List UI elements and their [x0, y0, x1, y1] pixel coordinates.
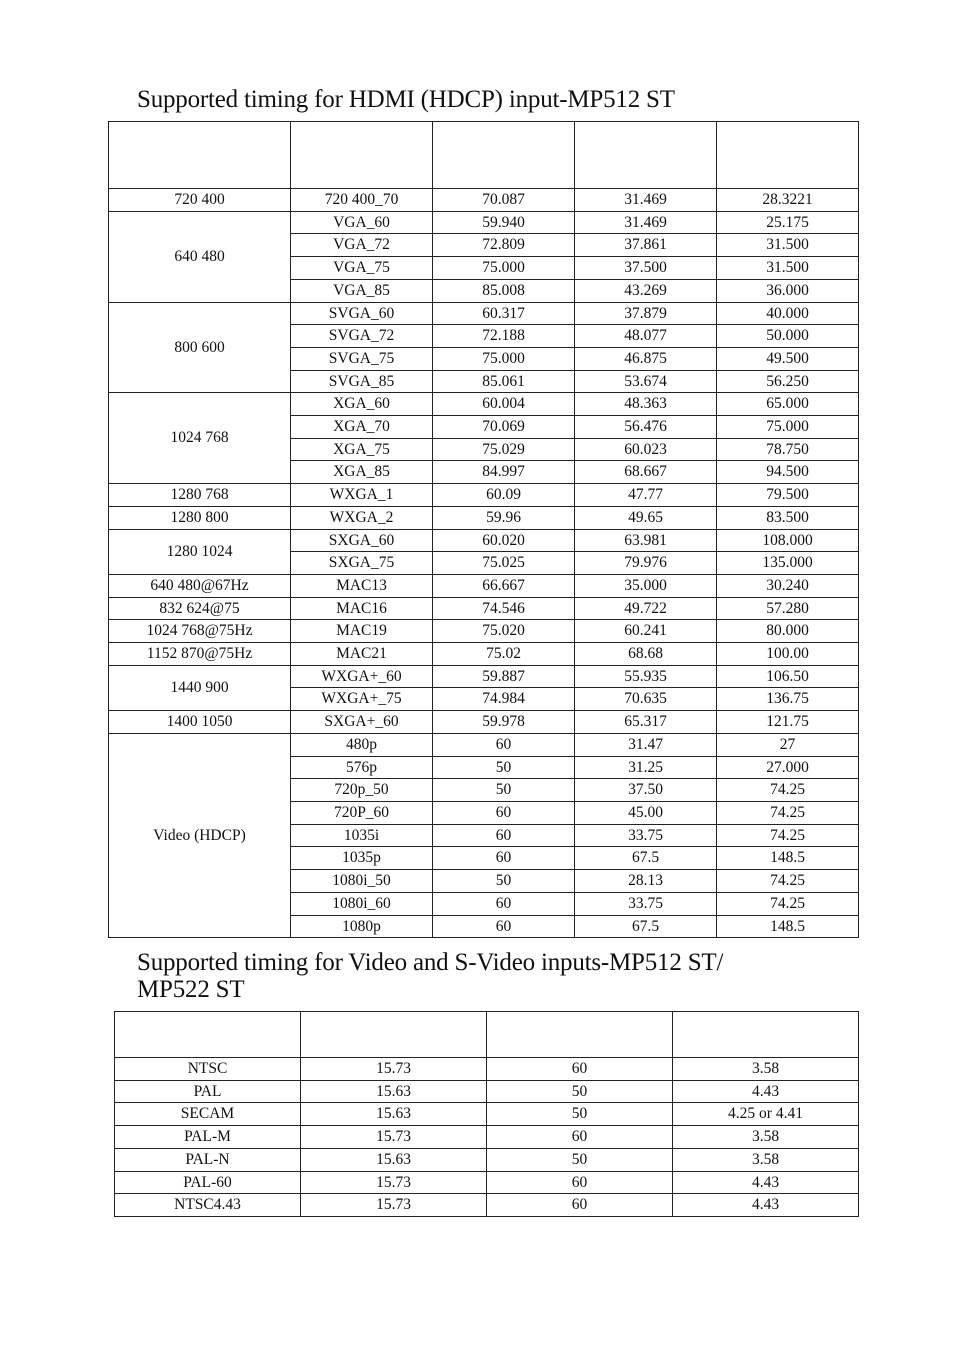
mode-cell: XGA_85 — [291, 461, 433, 484]
horizontal-frequency-cell: 15.63 — [301, 1148, 487, 1171]
mode-cell: 1035i — [291, 824, 433, 847]
vertical-frequency-cell: 50 — [487, 1148, 673, 1171]
vertical-frequency-cell: 66.667 — [433, 574, 575, 597]
vertical-frequency-cell: 50 — [487, 1103, 673, 1126]
mode-cell: WXGA+_75 — [291, 688, 433, 711]
resolution-cell: 1400 1050 — [109, 711, 291, 734]
horizontal-frequency-cell: 15.73 — [301, 1058, 487, 1081]
mode-cell: VGA_75 — [291, 257, 433, 280]
horizontal-frequency-cell: 31.25 — [575, 756, 717, 779]
pixel-clock-cell: 100.00 — [717, 643, 859, 666]
vertical-frequency-cell: 60 — [433, 892, 575, 915]
vertical-frequency-cell: 60 — [487, 1171, 673, 1194]
pixel-clock-cell: 30.240 — [717, 574, 859, 597]
vertical-frequency-cell: 72.809 — [433, 234, 575, 257]
resolution-cell: 1280 1024 — [109, 529, 291, 574]
mode-cell: XGA_60 — [291, 393, 433, 416]
table-row — [109, 733, 859, 756]
pixel-clock-cell: 31.500 — [717, 234, 859, 257]
table-row — [109, 665, 859, 688]
resolution-cell: 640 480@67Hz — [109, 574, 291, 597]
mode-cell: 720p_50 — [291, 779, 433, 802]
video-mode-cell: SECAM — [115, 1103, 301, 1126]
pixel-clock-cell: 121.75 — [717, 711, 859, 734]
pixel-clock-cell: 148.5 — [717, 915, 859, 938]
pixel-clock-cell: 108.000 — [717, 529, 859, 552]
video-timing-table — [114, 1011, 859, 1217]
horizontal-frequency-cell: 46.875 — [575, 347, 717, 370]
video-mode-cell: NTSC — [115, 1058, 301, 1081]
vertical-frequency-cell: 74.546 — [433, 597, 575, 620]
pixel-clock-cell: 148.5 — [717, 847, 859, 870]
vertical-frequency-cell: 60 — [433, 824, 575, 847]
vertical-frequency-cell: 60 — [433, 801, 575, 824]
table-row — [115, 1080, 859, 1103]
horizontal-frequency-cell: 49.65 — [575, 506, 717, 529]
horizontal-frequency-cell: 56.476 — [575, 416, 717, 439]
table-row — [109, 620, 859, 643]
vertical-frequency-cell: 60.317 — [433, 302, 575, 325]
vertical-frequency-cell: 75.000 — [433, 347, 575, 370]
video-mode-cell: PAL-N — [115, 1148, 301, 1171]
horizontal-frequency-cell: 15.73 — [301, 1171, 487, 1194]
color-subcarrier-cell: 4.43 — [673, 1171, 859, 1194]
horizontal-frequency-cell: 15.63 — [301, 1103, 487, 1126]
video-mode-cell: PAL-M — [115, 1126, 301, 1149]
pixel-clock-cell: 50.000 — [717, 325, 859, 348]
vertical-frequency-cell: 60 — [487, 1058, 673, 1081]
table-row — [109, 574, 859, 597]
table-header-row — [115, 1012, 859, 1058]
video-mode-cell: PAL — [115, 1080, 301, 1103]
horizontal-frequency-cell: 37.861 — [575, 234, 717, 257]
pixel-clock-cell: 80.000 — [717, 620, 859, 643]
table-row — [109, 393, 859, 416]
mode-cell: WXGA_2 — [291, 506, 433, 529]
pixel-clock-cell: 74.25 — [717, 870, 859, 893]
vertical-frequency-cell: 72.188 — [433, 325, 575, 348]
table-row — [115, 1171, 859, 1194]
table-row — [115, 1103, 859, 1126]
mode-cell: SXGA_60 — [291, 529, 433, 552]
vertical-frequency-cell: 59.978 — [433, 711, 575, 734]
mode-cell: SVGA_72 — [291, 325, 433, 348]
mode-cell: 480p — [291, 733, 433, 756]
table-row — [109, 506, 859, 529]
header-cell — [433, 122, 575, 189]
pixel-clock-cell: 57.280 — [717, 597, 859, 620]
vertical-frequency-cell: 60 — [487, 1126, 673, 1149]
pixel-clock-cell: 31.500 — [717, 257, 859, 280]
horizontal-frequency-cell: 15.73 — [301, 1126, 487, 1149]
video-mode-cell: NTSC4.43 — [115, 1194, 301, 1217]
mode-cell: SXGA_75 — [291, 552, 433, 575]
mode-cell: VGA_85 — [291, 279, 433, 302]
table-row — [115, 1148, 859, 1171]
table-row — [109, 484, 859, 507]
vertical-frequency-cell: 70.069 — [433, 416, 575, 439]
horizontal-frequency-cell: 28.13 — [575, 870, 717, 893]
mode-cell: VGA_60 — [291, 211, 433, 234]
mode-cell: 1080i_60 — [291, 892, 433, 915]
horizontal-frequency-cell: 60.023 — [575, 438, 717, 461]
pixel-clock-cell: 27 — [717, 733, 859, 756]
resolution-cell: 1440 900 — [109, 665, 291, 710]
header-cell — [109, 122, 291, 189]
table-header-row — [109, 122, 859, 189]
table-row — [109, 529, 859, 552]
hdmi-timing-title: Supported timing for HDMI (HDCP) input-MP512 ST — [137, 86, 675, 113]
header-cell — [673, 1012, 859, 1058]
horizontal-frequency-cell: 33.75 — [575, 892, 717, 915]
table-row — [115, 1058, 859, 1081]
mode-cell: MAC13 — [291, 574, 433, 597]
table-row — [109, 302, 859, 325]
header-cell — [487, 1012, 673, 1058]
pixel-clock-cell: 25.175 — [717, 211, 859, 234]
resolution-cell: 800 600 — [109, 302, 291, 393]
table-row — [115, 1126, 859, 1149]
table-row — [109, 189, 859, 212]
table-row — [109, 711, 859, 734]
vertical-frequency-cell: 75.025 — [433, 552, 575, 575]
horizontal-frequency-cell: 53.674 — [575, 370, 717, 393]
mode-cell: 576p — [291, 756, 433, 779]
horizontal-frequency-cell: 33.75 — [575, 824, 717, 847]
hdmi-timing-table — [108, 121, 859, 938]
table-row — [115, 1194, 859, 1217]
vertical-frequency-cell: 85.008 — [433, 279, 575, 302]
vertical-frequency-cell: 59.887 — [433, 665, 575, 688]
pixel-clock-cell: 83.500 — [717, 506, 859, 529]
mode-cell: 1035p — [291, 847, 433, 870]
pixel-clock-cell: 40.000 — [717, 302, 859, 325]
resolution-cell: 1280 800 — [109, 506, 291, 529]
resolution-cell: 1024 768@75Hz — [109, 620, 291, 643]
horizontal-frequency-cell: 15.63 — [301, 1080, 487, 1103]
horizontal-frequency-cell: 67.5 — [575, 847, 717, 870]
mode-cell: SXGA+_60 — [291, 711, 433, 734]
mode-cell: MAC21 — [291, 643, 433, 666]
mode-cell: MAC16 — [291, 597, 433, 620]
vertical-frequency-cell: 84.997 — [433, 461, 575, 484]
mode-cell: WXGA_1 — [291, 484, 433, 507]
pixel-clock-cell: 75.000 — [717, 416, 859, 439]
pixel-clock-cell: 49.500 — [717, 347, 859, 370]
header-cell — [575, 122, 717, 189]
horizontal-frequency-cell: 31.47 — [575, 733, 717, 756]
video-mode-cell: PAL-60 — [115, 1171, 301, 1194]
pixel-clock-cell: 136.75 — [717, 688, 859, 711]
header-cell — [301, 1012, 487, 1058]
horizontal-frequency-cell: 60.241 — [575, 620, 717, 643]
header-cell — [291, 122, 433, 189]
pixel-clock-cell: 94.500 — [717, 461, 859, 484]
pixel-clock-cell: 74.25 — [717, 779, 859, 802]
vertical-frequency-cell: 50 — [433, 779, 575, 802]
vertical-frequency-cell: 75.02 — [433, 643, 575, 666]
vertical-frequency-cell: 60.004 — [433, 393, 575, 416]
vertical-frequency-cell: 70.087 — [433, 189, 575, 212]
vertical-frequency-cell: 50 — [433, 870, 575, 893]
pixel-clock-cell: 65.000 — [717, 393, 859, 416]
resolution-cell: 832 624@75 — [109, 597, 291, 620]
pixel-clock-cell: 28.3221 — [717, 189, 859, 212]
pixel-clock-cell: 56.250 — [717, 370, 859, 393]
mode-cell: WXGA+_60 — [291, 665, 433, 688]
vertical-frequency-cell: 75.029 — [433, 438, 575, 461]
pixel-clock-cell: 27.000 — [717, 756, 859, 779]
video-timing-title: Supported timing for Video and S-Video inputs-MP512 ST/ MP522 ST — [137, 949, 724, 1003]
horizontal-frequency-cell: 79.976 — [575, 552, 717, 575]
horizontal-frequency-cell: 45.00 — [575, 801, 717, 824]
mode-cell: SVGA_85 — [291, 370, 433, 393]
horizontal-frequency-cell: 43.269 — [575, 279, 717, 302]
horizontal-frequency-cell: 37.879 — [575, 302, 717, 325]
table-row — [109, 211, 859, 234]
mode-cell: 1080i_50 — [291, 870, 433, 893]
pixel-clock-cell: 79.500 — [717, 484, 859, 507]
vertical-frequency-cell: 60 — [487, 1194, 673, 1217]
vertical-frequency-cell: 60 — [433, 915, 575, 938]
header-cell — [717, 122, 859, 189]
horizontal-frequency-cell: 37.50 — [575, 779, 717, 802]
mode-cell: SVGA_75 — [291, 347, 433, 370]
mode-cell: SVGA_60 — [291, 302, 433, 325]
vertical-frequency-cell: 60 — [433, 733, 575, 756]
vertical-frequency-cell: 59.96 — [433, 506, 575, 529]
horizontal-frequency-cell: 15.73 — [301, 1194, 487, 1217]
mode-cell: 720P_60 — [291, 801, 433, 824]
horizontal-frequency-cell: 37.500 — [575, 257, 717, 280]
header-cell — [115, 1012, 301, 1058]
mode-cell: XGA_75 — [291, 438, 433, 461]
horizontal-frequency-cell: 47.77 — [575, 484, 717, 507]
horizontal-frequency-cell: 48.363 — [575, 393, 717, 416]
mode-cell: VGA_72 — [291, 234, 433, 257]
horizontal-frequency-cell: 31.469 — [575, 211, 717, 234]
mode-cell: 720 400_70 — [291, 189, 433, 212]
horizontal-frequency-cell: 55.935 — [575, 665, 717, 688]
vertical-frequency-cell: 85.061 — [433, 370, 575, 393]
pixel-clock-cell: 106.50 — [717, 665, 859, 688]
mode-cell: 1080p — [291, 915, 433, 938]
horizontal-frequency-cell: 63.981 — [575, 529, 717, 552]
vertical-frequency-cell: 75.000 — [433, 257, 575, 280]
pixel-clock-cell: 78.750 — [717, 438, 859, 461]
vertical-frequency-cell: 75.020 — [433, 620, 575, 643]
vertical-frequency-cell: 50 — [433, 756, 575, 779]
vertical-frequency-cell: 60 — [433, 847, 575, 870]
horizontal-frequency-cell: 48.077 — [575, 325, 717, 348]
vertical-frequency-cell: 60.020 — [433, 529, 575, 552]
horizontal-frequency-cell: 67.5 — [575, 915, 717, 938]
pixel-clock-cell: 135.000 — [717, 552, 859, 575]
vertical-frequency-cell: 74.984 — [433, 688, 575, 711]
color-subcarrier-cell: 3.58 — [673, 1058, 859, 1081]
pixel-clock-cell: 36.000 — [717, 279, 859, 302]
horizontal-frequency-cell: 68.667 — [575, 461, 717, 484]
horizontal-frequency-cell: 49.722 — [575, 597, 717, 620]
color-subcarrier-cell: 4.43 — [673, 1194, 859, 1217]
horizontal-frequency-cell: 65.317 — [575, 711, 717, 734]
pixel-clock-cell: 74.25 — [717, 801, 859, 824]
table-row — [109, 597, 859, 620]
color-subcarrier-cell: 4.43 — [673, 1080, 859, 1103]
vertical-frequency-cell: 59.940 — [433, 211, 575, 234]
color-subcarrier-cell: 4.25 or 4.41 — [673, 1103, 859, 1126]
vertical-frequency-cell: 60.09 — [433, 484, 575, 507]
table-row — [109, 643, 859, 666]
vertical-frequency-cell: 50 — [487, 1080, 673, 1103]
color-subcarrier-cell: 3.58 — [673, 1126, 859, 1149]
horizontal-frequency-cell: 68.68 — [575, 643, 717, 666]
resolution-cell: 1152 870@75Hz — [109, 643, 291, 666]
color-subcarrier-cell: 3.58 — [673, 1148, 859, 1171]
pixel-clock-cell: 74.25 — [717, 824, 859, 847]
mode-cell: MAC19 — [291, 620, 433, 643]
resolution-cell: 1280 768 — [109, 484, 291, 507]
resolution-cell: 1024 768 — [109, 393, 291, 484]
horizontal-frequency-cell: 31.469 — [575, 189, 717, 212]
horizontal-frequency-cell: 35.000 — [575, 574, 717, 597]
mode-cell: XGA_70 — [291, 416, 433, 439]
horizontal-frequency-cell: 70.635 — [575, 688, 717, 711]
resolution-cell: 640 480 — [109, 211, 291, 302]
resolution-cell: 720 400 — [109, 189, 291, 212]
pixel-clock-cell: 74.25 — [717, 892, 859, 915]
resolution-cell: Video (HDCP) — [109, 733, 291, 937]
